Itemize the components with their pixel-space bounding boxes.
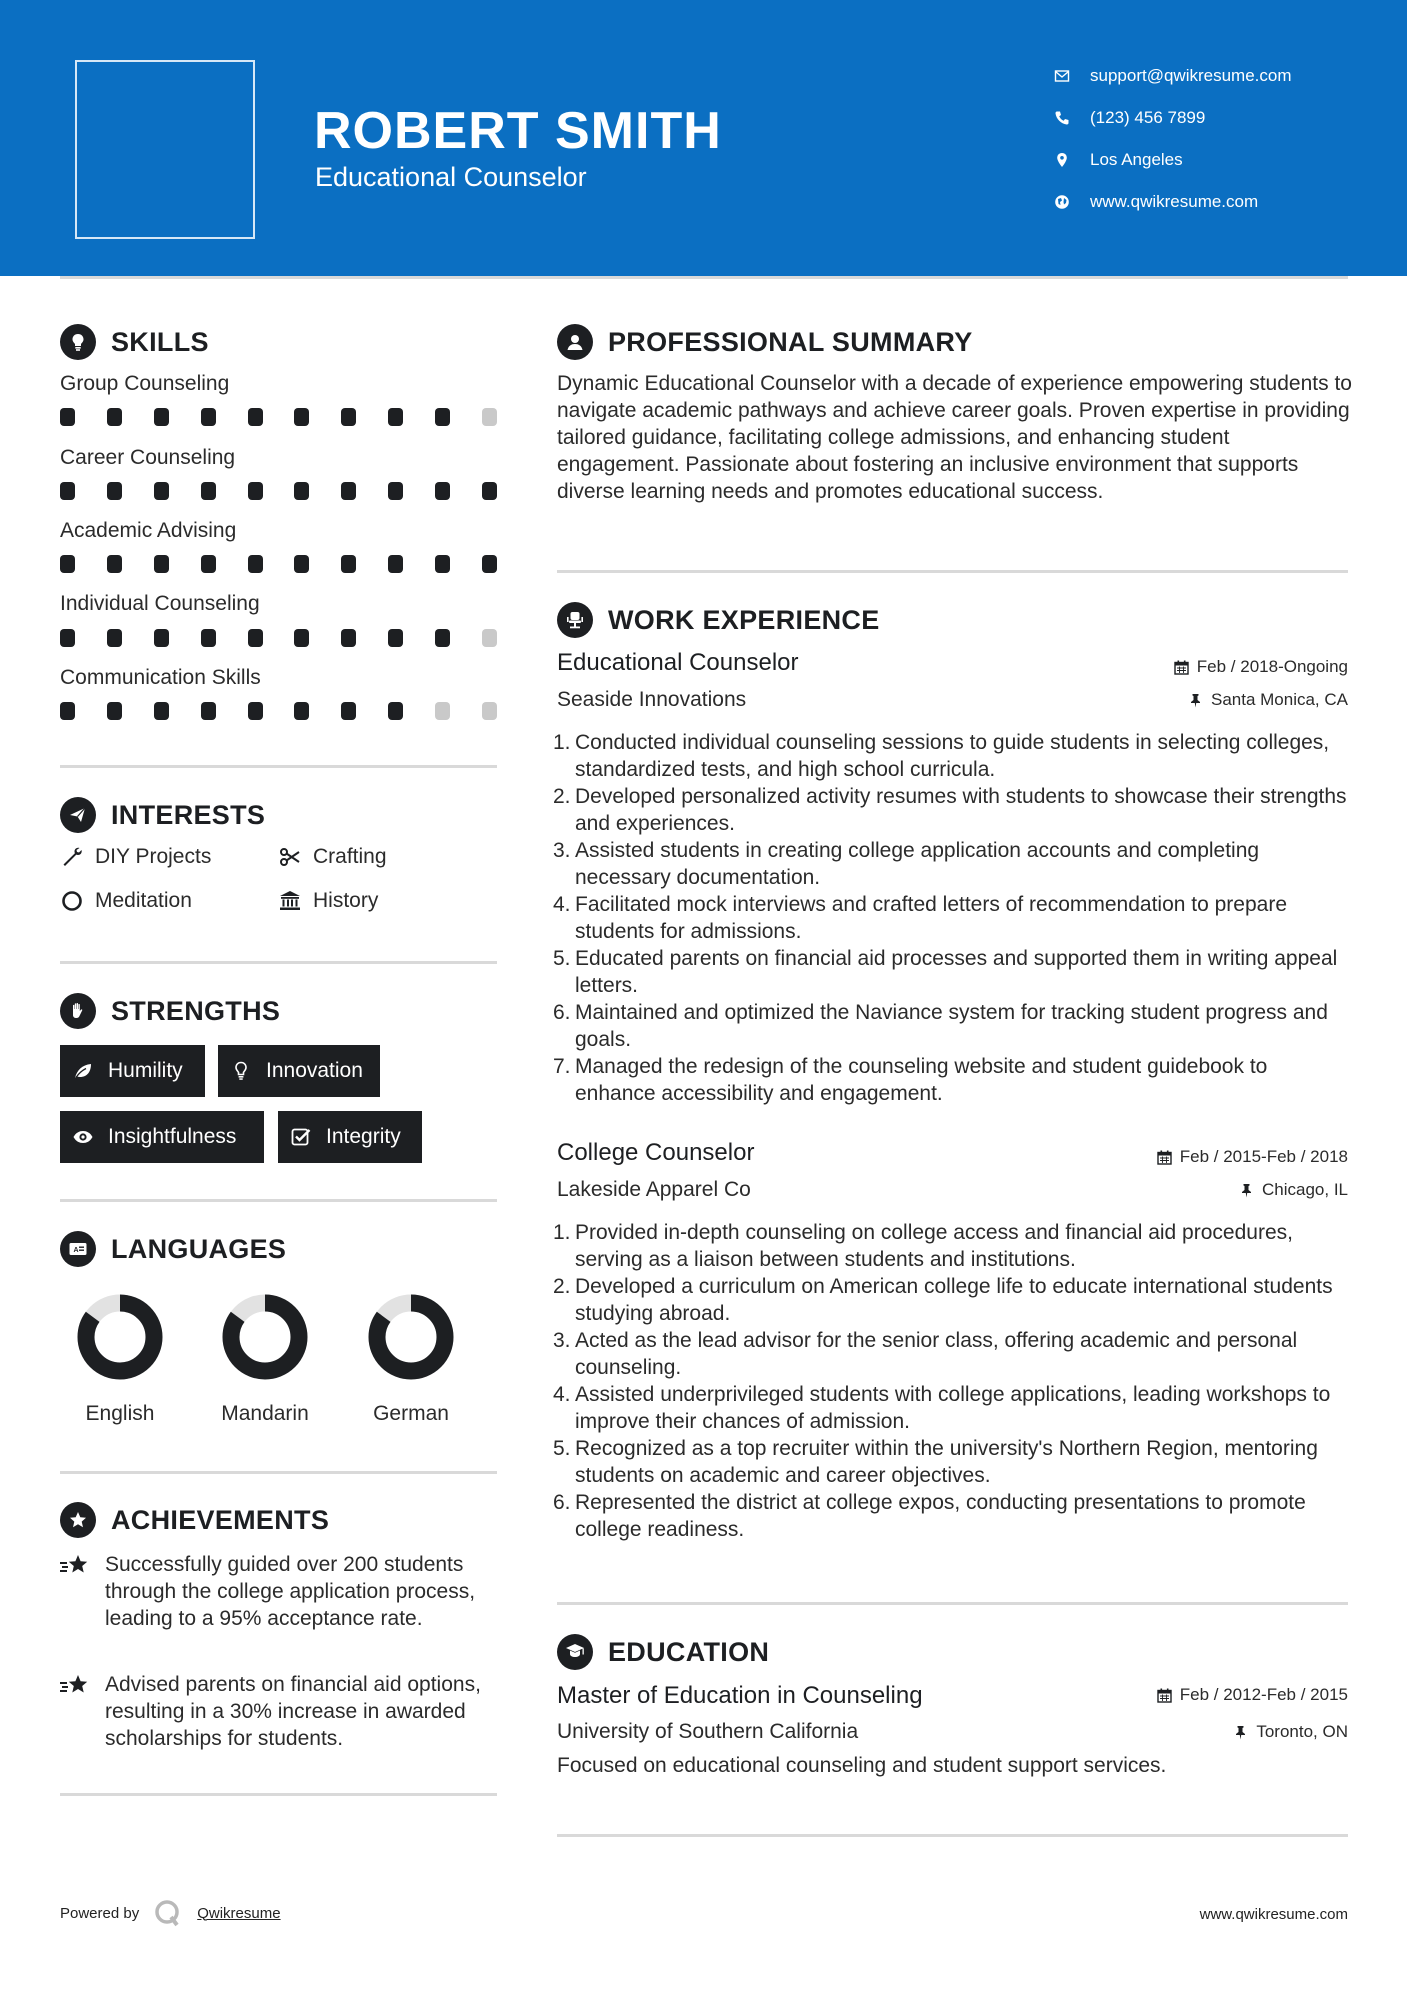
skill-dot-filled <box>248 482 263 500</box>
star-icon <box>60 1553 90 1579</box>
paper-plane-icon <box>60 797 96 833</box>
responsibility-text: Developed a curriculum on American college life to educate international students studying abroad. <box>575 1275 1333 1325</box>
skill-dot-filled <box>248 555 263 573</box>
responsibility-number: 2. <box>553 1275 571 1298</box>
circle-icon <box>60 889 84 913</box>
language-label: German <box>373 1402 449 1425</box>
skill-dot-filled <box>294 629 309 647</box>
skill-dot-filled <box>341 555 356 573</box>
checkbox-icon <box>290 1126 312 1148</box>
experience-heading <box>557 602 880 638</box>
interests-heading <box>60 797 265 833</box>
skill-dot-filled <box>435 408 450 426</box>
skill-dot-empty <box>435 702 450 720</box>
skill-dot-filled <box>60 408 75 426</box>
responsibility-text: Acted as the lead advisor for the senior class, offering academic and personal counseling. <box>575 1329 1298 1379</box>
skill-dot-filled <box>294 408 309 426</box>
skill-dot-filled <box>60 702 75 720</box>
skill-dot-filled <box>60 555 75 573</box>
language-label: English <box>85 1402 155 1425</box>
skill-dot-filled <box>294 482 309 500</box>
education-description: Focused on educational counseling and student support services. <box>557 1754 1167 1777</box>
strengths-title: STRENGTHS <box>111 995 281 1026</box>
bank-icon <box>278 889 302 913</box>
skill-name: Academic Advising <box>60 519 237 542</box>
responsibility-text: Provided in-depth counseling on college access and financial aid procedures, serving as a liaison between students and institutions. <box>575 1221 1293 1271</box>
language-item <box>210 1292 320 1426</box>
contact-phone[interactable] <box>1054 97 1292 139</box>
responsibility-item <box>553 945 1353 999</box>
responsibility-item <box>553 729 1353 783</box>
language-ring <box>366 1292 456 1382</box>
skill-dot-filled <box>388 702 403 720</box>
star-badge-icon <box>60 1502 96 1538</box>
achievement-text: Successfully guided over 200 students through the college application process, leading to a 95% acceptance rate. <box>105 1553 476 1630</box>
strength-chip <box>60 1111 264 1163</box>
phone-icon <box>1054 110 1090 126</box>
contact-website[interactable] <box>1054 181 1292 223</box>
responsibility-number: 3. <box>553 1329 571 1352</box>
strengths-heading <box>60 993 280 1029</box>
responsibility-number: 6. <box>553 1001 571 1024</box>
skill-dot-filled <box>388 555 403 573</box>
skill-dot-filled <box>154 629 169 647</box>
responsibility-item <box>553 837 1353 891</box>
job-responsibilities <box>553 729 1353 1107</box>
office-chair-icon <box>557 602 593 638</box>
header-banner <box>0 0 1407 276</box>
language-item <box>356 1292 466 1426</box>
responsibility-item <box>553 783 1353 837</box>
profile-photo-placeholder <box>75 60 255 239</box>
job-location-text: Santa Monica, CA <box>1210 690 1348 709</box>
qwikresume-logo-icon <box>153 1898 183 1928</box>
footer-powered-by <box>60 1898 281 1928</box>
strength-label: Humility <box>108 1059 183 1082</box>
skill-dot-filled <box>201 482 216 500</box>
language-label: Mandarin <box>221 1402 309 1425</box>
interest-item <box>60 845 211 869</box>
contact-phone-text: (123) 456 7899 <box>1090 108 1206 127</box>
contact-website-text: www.qwikresume.com <box>1090 192 1259 211</box>
globe-icon <box>1054 194 1090 210</box>
pushpin-icon <box>1233 1725 1248 1740</box>
job-dates-text: Feb / 2018-Ongoing <box>1196 657 1348 676</box>
skill-dot-filled <box>248 629 263 647</box>
responsibility-text: Represented the district at college expos, conducting presentations to promote college readiness. <box>575 1491 1306 1541</box>
achievement-item <box>60 1551 500 1632</box>
education-dates <box>1157 1685 1348 1705</box>
skill-name: Group Counseling <box>60 372 230 395</box>
calendar-icon <box>1174 660 1189 675</box>
contact-email[interactable] <box>1054 55 1292 97</box>
graduate-icon <box>557 1634 593 1670</box>
section-divider <box>60 1199 497 1202</box>
job-role: Educational Counselor <box>557 649 799 676</box>
skill-level-dots <box>60 482 497 500</box>
interest-item <box>278 889 378 913</box>
candidate-name: ROBERT SMITH <box>314 102 722 160</box>
skills-heading <box>60 324 209 360</box>
job-location <box>1188 690 1348 710</box>
responsibility-item <box>553 1489 1353 1543</box>
responsibility-number: 5. <box>553 947 571 970</box>
interest-label: Crafting <box>313 845 387 868</box>
responsibility-item <box>553 1219 1353 1273</box>
skill-dot-filled <box>435 629 450 647</box>
education-location <box>1233 1722 1348 1742</box>
summary-heading <box>557 324 973 360</box>
responsibility-number: 4. <box>553 1383 571 1406</box>
languages-heading <box>60 1231 286 1267</box>
skill-dot-filled <box>341 408 356 426</box>
education-degree: Master of Education in Counseling <box>557 1682 923 1709</box>
strength-chip <box>60 1045 205 1097</box>
responsibility-number: 4. <box>553 893 571 916</box>
job-dates-text: Feb / 2015-Feb / 2018 <box>1179 1147 1348 1166</box>
skill-dot-filled <box>60 482 75 500</box>
skill-dot-filled <box>388 482 403 500</box>
responsibility-item <box>553 1435 1353 1489</box>
job-dates <box>1157 1147 1348 1167</box>
responsibility-item <box>553 1053 1353 1107</box>
skill-name: Individual Counseling <box>60 592 260 615</box>
email-icon <box>1054 68 1090 84</box>
achievements-heading <box>60 1502 329 1538</box>
job-company: Lakeside Apparel Co <box>557 1178 751 1201</box>
experience-title: WORK EXPERIENCE <box>608 604 880 635</box>
skill-dot-filled <box>60 629 75 647</box>
skill-dot-filled <box>341 482 356 500</box>
wrench-icon <box>60 845 84 869</box>
responsibility-text: Assisted underprivileged students with college applications, leading workshops to improve their chances of admission. <box>575 1383 1331 1433</box>
skills-title: SKILLS <box>111 326 209 357</box>
responsibility-number: 3. <box>553 839 571 862</box>
skill-dot-empty <box>482 408 497 426</box>
responsibility-text: Assisted students in creating college application accounts and completing necessary documentation. <box>575 839 1260 889</box>
education-school: University of Southern California <box>557 1720 859 1743</box>
strength-label: Integrity <box>326 1125 401 1148</box>
hand-icon <box>60 993 96 1029</box>
section-divider <box>557 1834 1348 1837</box>
responsibility-text: Conducted individual counseling sessions to guide students in selecting colleges, standardized tests, and high school curricula. <box>575 731 1330 781</box>
education-title: EDUCATION <box>608 1636 770 1667</box>
contact-location-text: Los Angeles <box>1090 150 1183 169</box>
powered-by-text: Powered by <box>60 1904 140 1922</box>
skill-dot-filled <box>435 555 450 573</box>
skill-dot-filled <box>294 702 309 720</box>
strength-label: Innovation <box>266 1059 363 1082</box>
responsibility-text: Developed personalized activity resumes with students to showcase their strengths and experiences. <box>575 785 1347 835</box>
achievement-text: Advised parents on financial aid options, resulting in a 30% increase in awarded scholarships for students. <box>105 1673 481 1750</box>
interest-item <box>60 889 192 913</box>
responsibility-number: 5. <box>553 1437 571 1460</box>
candidate-title: Educational Counselor <box>315 162 587 192</box>
skill-dot-filled <box>201 555 216 573</box>
skill-dot-filled <box>201 702 216 720</box>
skill-dot-filled <box>294 555 309 573</box>
skill-dot-filled <box>107 702 122 720</box>
skill-dot-filled <box>107 482 122 500</box>
language-ring <box>75 1292 165 1382</box>
responsibility-item <box>553 999 1353 1053</box>
responsibility-item <box>553 1327 1353 1381</box>
skill-dot-filled <box>154 482 169 500</box>
pushpin-icon <box>1239 1183 1254 1198</box>
skill-dot-filled <box>248 702 263 720</box>
skill-name: Career Counseling <box>60 446 236 469</box>
languages-title: LANGUAGES <box>111 1233 287 1264</box>
skill-level-dots <box>60 555 497 573</box>
section-divider <box>557 1602 1348 1605</box>
skill-dot-filled <box>201 629 216 647</box>
education-heading <box>557 1634 769 1670</box>
language-ring <box>220 1292 310 1382</box>
skill-dot-filled <box>482 555 497 573</box>
location-pin-icon <box>1054 152 1090 168</box>
responsibility-text: Recognized as a top recruiter within the university's Northern Region, mentoring students on academic and career objectives. <box>575 1437 1318 1487</box>
language-icon <box>60 1231 96 1267</box>
skill-level-dots <box>60 408 497 426</box>
lightbulb-icon <box>60 324 96 360</box>
education-dates-text: Feb / 2012-Feb / 2015 <box>1179 1685 1348 1704</box>
header-divider <box>60 276 1348 279</box>
responsibility-item <box>553 1381 1353 1435</box>
responsibility-number: 1. <box>553 1221 571 1244</box>
strength-chip <box>218 1045 380 1097</box>
skill-dot-filled <box>482 482 497 500</box>
pushpin-icon <box>1188 693 1203 708</box>
responsibility-item <box>553 1273 1353 1327</box>
skill-dot-filled <box>341 629 356 647</box>
interests-title: INTERESTS <box>111 799 266 830</box>
skill-dot-filled <box>435 482 450 500</box>
lightbulb-icon <box>230 1060 252 1082</box>
contact-location <box>1054 139 1292 181</box>
calendar-icon <box>1157 1150 1172 1165</box>
skill-dot-filled <box>154 408 169 426</box>
skill-dot-filled <box>388 629 403 647</box>
section-divider <box>60 765 497 768</box>
interest-label: Meditation <box>95 889 192 912</box>
svg-text:A: A <box>73 1247 79 1254</box>
responsibility-text: Managed the redesign of the counseling website and student guidebook to enhance accessibility and engagement. <box>575 1055 1268 1105</box>
footer-website[interactable]: www.qwikresume.com <box>1199 1906 1348 1923</box>
scissors-icon <box>278 845 302 869</box>
leaf-icon <box>72 1060 94 1082</box>
skill-dot-filled <box>107 629 122 647</box>
strength-label: Insightfulness <box>108 1125 237 1148</box>
job-location-text: Chicago, IL <box>1262 1180 1348 1199</box>
skill-name: Communication Skills <box>60 666 261 689</box>
skill-dot-filled <box>154 702 169 720</box>
responsibility-text: Maintained and optimized the Naviance system for tracking student progress and goals. <box>575 1001 1328 1051</box>
contact-email-text: support@qwikresume.com <box>1090 66 1292 85</box>
summary-text: Dynamic Educational Counselor with a decade of experience empowering students to navigate academic pathways and achieve career goals. Proven expertise in providing tailored guidance, facilitating college admissions, and enhancing student engagement. Passionate about fostering an inclusive environment that supports diverse learning needs and promotes educational success. <box>557 372 1352 503</box>
calendar-icon <box>1157 1688 1172 1703</box>
star-icon <box>60 1673 90 1699</box>
section-divider <box>60 961 497 964</box>
responsibility-number: 7. <box>553 1055 571 1078</box>
achievements-title: ACHIEVEMENTS <box>111 1504 330 1535</box>
responsibility-number: 1. <box>553 731 571 754</box>
responsibility-item <box>553 891 1353 945</box>
skill-dot-filled <box>154 555 169 573</box>
skill-dot-filled <box>107 555 122 573</box>
job-company: Seaside Innovations <box>557 688 747 711</box>
section-divider <box>60 1471 497 1474</box>
skill-level-dots <box>60 629 497 647</box>
section-divider <box>557 570 1348 573</box>
strength-chip <box>278 1111 422 1163</box>
responsibility-number: 6. <box>553 1491 571 1514</box>
job-responsibilities <box>553 1219 1353 1543</box>
skill-dot-empty <box>482 629 497 647</box>
skill-dot-empty <box>482 702 497 720</box>
responsibility-number: 2. <box>553 785 571 808</box>
eye-icon <box>72 1126 94 1148</box>
education-location-text: Toronto, ON <box>1256 1722 1348 1741</box>
interest-label: DIY Projects <box>95 845 212 868</box>
skill-dot-filled <box>388 408 403 426</box>
skill-dot-filled <box>107 408 122 426</box>
achievement-item <box>60 1671 500 1752</box>
job-role: College Counselor <box>557 1139 755 1166</box>
skill-dot-filled <box>248 408 263 426</box>
interest-label: History <box>313 889 379 912</box>
summary-title: PROFESSIONAL SUMMARY <box>608 326 973 357</box>
responsibility-text: Educated parents on financial aid processes and supported them in writing appeal letters. <box>575 947 1338 997</box>
responsibility-text: Facilitated mock interviews and crafted letters of recommendation to prepare students for admissions. <box>575 893 1288 943</box>
user-icon <box>557 324 593 360</box>
job-dates <box>1174 657 1348 677</box>
skill-level-dots <box>60 702 497 720</box>
language-item <box>65 1292 175 1426</box>
skill-dot-filled <box>201 408 216 426</box>
interest-item <box>278 845 387 869</box>
qwikresume-link[interactable]: Qwikresume <box>197 1904 281 1922</box>
contact-list <box>1054 55 1292 223</box>
skill-dot-filled <box>341 702 356 720</box>
job-location <box>1239 1180 1348 1200</box>
section-divider <box>60 1793 497 1796</box>
